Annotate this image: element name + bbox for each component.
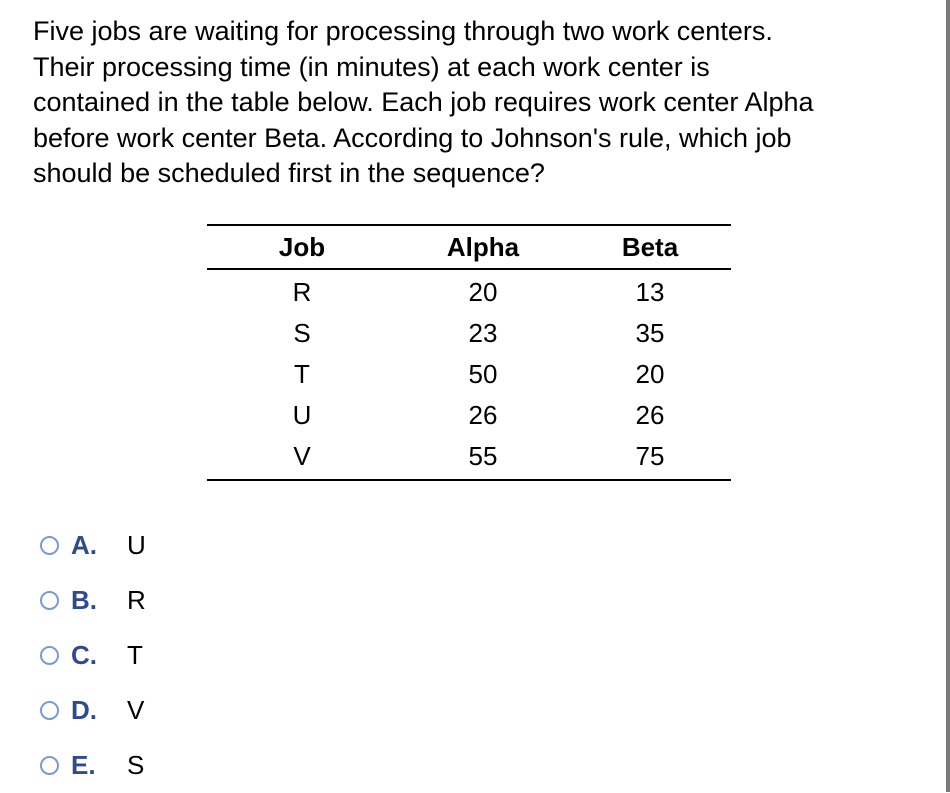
table-row [207,313,731,354]
option-text: U [127,530,146,560]
cell-job: V [293,441,311,471]
radio-button-icon[interactable] [40,591,59,610]
question-text [33,14,913,192]
option-text: R [127,585,146,615]
cell-beta: 75 [635,441,665,471]
radio-button-icon[interactable] [40,646,59,665]
question-line: Their processing time (in minutes) at each work center is [33,51,710,82]
table-row [207,269,731,313]
question-line: before work center Beta. According to Johnson's rule, which job [33,122,792,153]
cell-beta: 26 [635,400,665,430]
cell-alpha: 20 [468,277,498,307]
option-b[interactable] [40,573,146,628]
cell-job: R [292,277,312,307]
table-row [207,436,731,480]
radio-button-icon[interactable] [40,536,59,555]
answer-options [40,518,146,793]
option-text: V [127,695,145,725]
table-row [207,395,731,436]
cell-beta: 13 [635,277,665,307]
option-letter: A. [71,530,97,560]
header-alpha: Alpha [446,231,520,262]
option-letter: C. [71,640,97,670]
cell-beta: 20 [635,359,665,389]
radio-button-icon[interactable] [40,756,59,775]
cell-beta: 35 [635,318,665,348]
header-beta: Beta [621,231,679,262]
cell-alpha: 26 [468,400,498,430]
radio-button-icon[interactable] [40,701,59,720]
option-letter: B. [71,585,97,615]
processing-time-table [207,224,731,481]
option-a[interactable] [40,518,146,573]
option-d[interactable] [40,683,146,738]
table-header-row [207,225,731,269]
header-job: Job [278,231,326,262]
cell-alpha: 50 [468,359,498,389]
question-line: should be scheduled first in the sequence? [33,158,545,189]
cell-job: U [292,400,312,430]
option-c[interactable] [40,628,146,683]
cell-job: S [293,318,311,348]
option-letter: E. [71,750,96,780]
option-e[interactable] [40,738,146,793]
cell-alpha: 23 [468,318,498,348]
option-text: T [127,640,143,670]
table-row [207,354,731,395]
cell-alpha: 55 [468,441,498,471]
window-right-border [946,0,950,792]
option-text: S [127,750,145,780]
option-letter: D. [71,695,97,725]
question-line: Five jobs are waiting for processing through two work centers. [33,16,773,46]
question-line: contained in the table below. Each job requires work center Alpha [33,87,814,118]
cell-job: T [294,359,310,389]
